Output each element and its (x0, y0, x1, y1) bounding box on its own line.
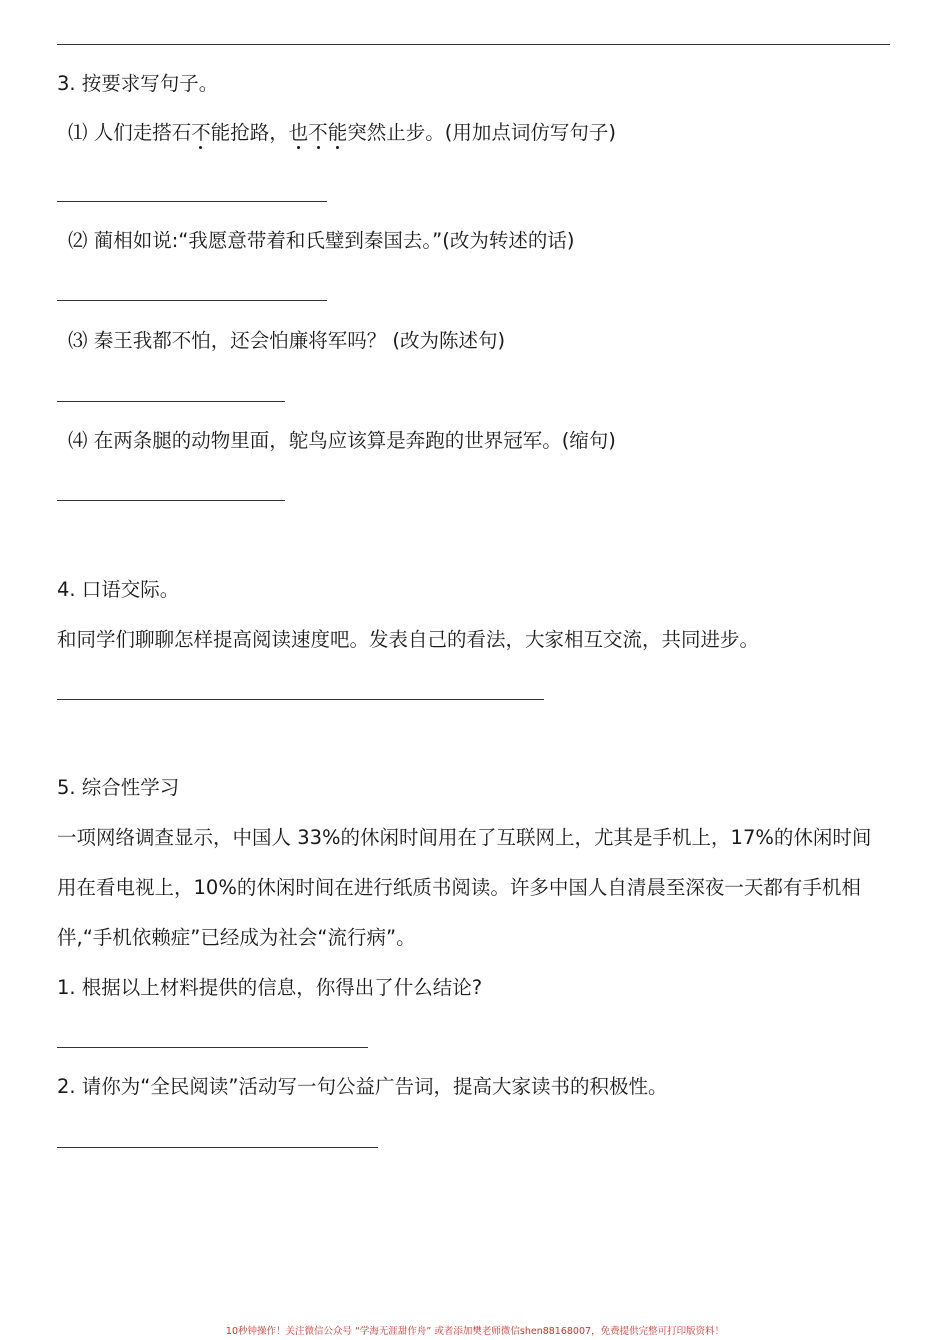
question-3-title: 3. 按要求写句子。 (57, 72, 219, 95)
q5-passage-line-1: 一项网络调查显示，中国人 33%的休闲时间用在了互联网上，尤其是手机上，17%的休闲时间 (57, 826, 872, 849)
q3-item-1-post: 突然止步。(用加点词仿写句子) (347, 121, 616, 144)
answer-line (57, 401, 285, 402)
question-4-title: 4. 口语交际。 (57, 578, 180, 601)
question-5-title: 5. 综合性学习 (57, 776, 180, 799)
dotted-char: 不 (308, 121, 328, 144)
q5-question-1: 1. 根据以上材料提供的信息，你得出了什么结论? (57, 976, 483, 999)
q5-passage-line-2: 用在看电视上，10%的休闲时间在进行纸质书阅读。许多中国人自清晨至深夜一天都有手机相 (57, 876, 861, 899)
q3-item-1-mid: 能抢路， (210, 121, 289, 144)
answer-line (57, 699, 544, 700)
answer-line (57, 1147, 378, 1148)
dotted-char: 不 (191, 121, 211, 144)
dotted-char: 也 (288, 121, 309, 144)
answer-line (57, 300, 327, 301)
q3-item-1 (68, 120, 616, 146)
question-4-prompt: 和同学们聊聊怎样提高阅读速度吧。发表自己的看法，大家相互交流，共同进步。 (57, 628, 760, 651)
q5-question-2: 2. 请你为“全民阅读”活动写一句公益广告词，提高大家读书的积极性。 (57, 1075, 668, 1098)
answer-line (57, 201, 327, 202)
promo-footer: 10秒钟操作！关注微信公众号 “学海无涯甜作舟” 或者添加樊老师微信shen88168007，免费提供完整可打印版资料！ (225, 1326, 725, 1337)
q3-item-3: ⑶ 秦王我都不怕，还会怕廉将军吗？ (改为陈述句) (68, 329, 506, 352)
top-divider (57, 44, 890, 45)
q5-passage-line-3: 伴,“手机依赖症”已经成为社会“流行病”。 (57, 926, 416, 949)
dotted-char: 能 (327, 121, 348, 144)
q3-item-2: ⑵ 蔺相如说:“我愿意带着和氏璧到秦国去。”(改为转述的话) (68, 229, 575, 252)
answer-line (57, 1047, 368, 1048)
q3-item-4: ⑷ 在两条腿的动物里面，鸵鸟应该算是奔跑的世界冠军。(缩句) (68, 429, 616, 452)
answer-line (57, 500, 285, 501)
q3-item-1-pre: ⑴ 人们走搭石 (68, 121, 192, 144)
